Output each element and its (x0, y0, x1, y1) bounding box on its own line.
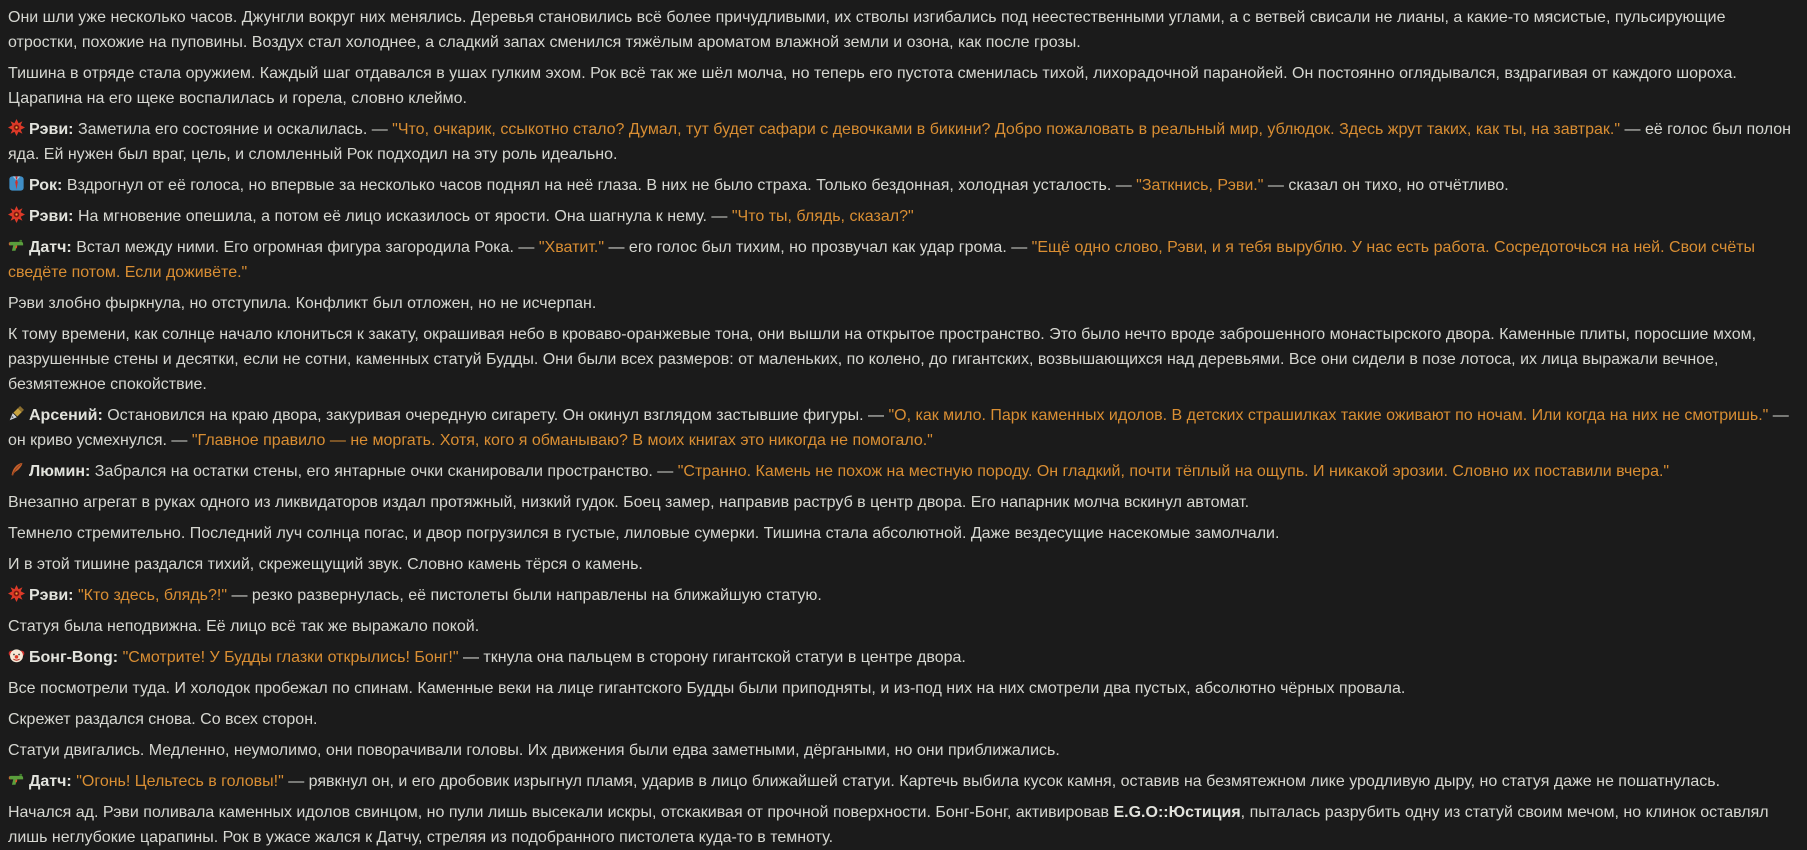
character-paragraph (8, 173, 1793, 198)
narration-paragraph (8, 5, 1793, 55)
dialogue-quote: "Заткнись, Рэви." (1136, 177, 1264, 194)
narration-text: К тому времени, как солнце начало клониться к закату, окрашивая небо в кроваво-оранжевые тона, они вышли на открытое пространство. Это было нечто вроде заброшенного монастырского двора. Каменные плиты, поросшие мхом, разрушенные стены и десятки, если не сотни, каменных статуй Будды. Они были всех размеров: от маленьких, по колено, до гигантских, возвышающихся над деревьями. Все они сидели в позе лотоса, их лица выражали вечное, безмятежное спокойствие. (8, 326, 1757, 393)
narration-text: Внезапно агрегат в руках одного из ликвидаторов издал протяжный, низкий гудок. Боец замер, направив раструб в центр двора. Его напарник молча вскинул автомат. (8, 494, 1250, 511)
dialogue-quote: "Что ты, блядь, сказал?" (731, 208, 914, 225)
speaker-name: Арсений: (29, 407, 108, 424)
character-paragraph (8, 117, 1793, 167)
narration-text: Остановился на краю двора, закуривая очередную сигарету. Он окинул взглядом застывшие фигуры. — (107, 407, 889, 424)
narration-text: — он криво усмехнулся. — (8, 407, 1789, 449)
speaker-name: Бонг-Bong: (29, 649, 123, 666)
narration-text: Вздрогнул от её голоса, но впервые за несколько часов поднял на неё глаза. В них не было страха. Только бездонная, холодная усталость. — (66, 177, 1137, 194)
explosion-icon (8, 206, 26, 223)
narration-paragraph (8, 614, 1793, 639)
narration-text: Все посмотрели туда. И холодок пробежал по спинам. Каменные веки на лице гигантского Будды были приподняты, и из-под них на них смотрели два пустых, абсолютно чёрных провала. (8, 680, 1406, 697)
clown-face-icon (8, 647, 26, 664)
narration-text: Рэви злобно фыркнула, но отступила. Конфликт был отложен, но не исчерпан. (8, 295, 597, 312)
dialogue-quote: "Смотрите! У Будды глазки открылись! Бонг!" (122, 649, 459, 666)
character-paragraph (8, 583, 1793, 608)
character-paragraph (8, 459, 1793, 484)
narration-text: — рявкнул он, и его дробовик изрыгнул пламя, ударив в лицо ближайшей статуи. Картечь выбила кусок камня, оставив на безмятежном лике уродливую дыру, но статуя даже не пошатнулась. (283, 773, 1721, 790)
narration-text: , пыталась разрубить одну из статуй своим мечом, но клинок оставлял лишь неглубокие царапины. Рок в ужасе жался к Датчу, стреляя из подобранного пистолета куда-то в темноту. (8, 804, 1769, 846)
character-paragraph (8, 769, 1793, 794)
character-paragraph (8, 204, 1793, 229)
narration-paragraph (8, 552, 1793, 577)
speaker-name: Датч: (29, 239, 77, 256)
dialogue-quote: "Кто здесь, блядь?!" (77, 587, 228, 604)
narration-paragraph (8, 676, 1793, 701)
fountain-pen-icon (8, 405, 26, 422)
narration-text: Статуя была неподвижна. Её лицо всё так же выражало покой. (8, 618, 480, 635)
narration-text: Темнело стремительно. Последний луч солнца погас, и двор погрузился в густые, лиловые сумерки. Тишина стала абсолютной. Даже вездесущие насекомые замолчали. (8, 525, 1280, 542)
feather-icon (8, 461, 26, 478)
narration-text: Статуи двигались. Медленно, неумолимо, они поворачивали головы. Их движения были едва заметными, дёргаными, но они приближались. (8, 742, 1060, 759)
narration-text: И в этой тишине раздался тихий, скрежещущий звук. Словно камень тёрся о камень. (8, 556, 643, 573)
narration-paragraph (8, 322, 1793, 397)
speaker-name: Рэви: (29, 208, 78, 225)
narration-paragraph (8, 490, 1793, 515)
explosion-icon (8, 119, 26, 136)
necktie-icon (8, 175, 26, 192)
explosion-icon (8, 585, 26, 602)
narration-text: — ткнула она пальцем в сторону гигантской статуи в центре двора. (458, 649, 966, 666)
dialogue-quote: "О, как мило. Парк каменных идолов. В детских страшилках такие оживают по ночам. Или когда на них не смотришь." (888, 407, 1769, 424)
dialogue-quote: "Ещё одно слово, Рэви, и я тебя вырублю. У нас есть работа. Сосредоточься на ней. Свои счёты сведёте потом. Если доживёте." (8, 239, 1756, 281)
narration-text: Встал между ними. Его огромная фигура загородила Рока. — (76, 239, 539, 256)
speaker-name: Датч: (29, 773, 77, 790)
character-paragraph (8, 235, 1793, 285)
narration-text: — резко развернулась, её пистолеты были направлены на ближайшую статую. (227, 587, 822, 604)
narration-paragraph (8, 521, 1793, 546)
narration-paragraph (8, 61, 1793, 111)
speaker-name: Рок: (29, 177, 67, 194)
narration-text: На мгновение опешила, а потом её лицо исказилось от ярости. Она шагнула к нему. — (77, 208, 732, 225)
narration-text: Тишина в отряде стала оружием. Каждый шаг отдавался в ушах гулким эхом. Рок всё так же шёл молча, но теперь его пустота сменилась тихой, лихорадочной паранойей. Он постоянно оглядывался, вздрагивая от каждого шороха. Царапина на его щеке воспалилась и горела, словно клеймо. (8, 65, 1737, 107)
character-paragraph (8, 645, 1793, 670)
water-pistol-icon (8, 771, 26, 788)
narration-paragraph (8, 291, 1793, 316)
speaker-name: Люмин: (29, 463, 95, 480)
dialogue-quote: "Хватит." (538, 239, 605, 256)
speaker-name: Рэви: (29, 587, 78, 604)
narration-text: Начался ад. Рэви поливала каменных идолов свинцом, но пули лишь высекали искры, отскакивая от прочной поверхности. Бонг-Бонг, активировав (8, 804, 1114, 821)
dialogue-quote: "Огонь! Цельтесь в головы!" (76, 773, 284, 790)
narration-text: — сказал он тихо, но отчётливо. (1263, 177, 1509, 194)
narration-text: Забрался на остатки стены, его янтарные очки сканировали пространство. — (94, 463, 678, 480)
narration-text: Скрежет раздался снова. Со всех сторон. (8, 711, 318, 728)
speaker-name: Рэви: (29, 121, 78, 138)
narration-paragraph (8, 800, 1793, 850)
character-paragraph (8, 403, 1793, 453)
narration-text: — её голос был полон яда. Ей нужен был враг, цель, и сломленный Рок подходил на эту роль идеально. (8, 121, 1791, 163)
narration-text: — его голос был тихим, но прозвучал как удар грома. — (604, 239, 1032, 256)
narration-paragraph (8, 738, 1793, 763)
dialogue-quote: "Главное правило — не моргать. Хотя, кого я обманываю? В моих книгах это никогда не помогало." (191, 432, 933, 449)
narration-text: Они шли уже несколько часов. Джунгли вокруг них менялись. Деревья становились всё более причудливыми, их стволы изгибались под неестественными углами, а с ветвей свисали не лианы, а какие-то мясистые, пульсирующие отростки, похожие на пуповины. Воздух стал холоднее, а сладкий запах сменился тяжёлым ароматом влажной земли и озона, как после грозы. (8, 9, 1726, 51)
dialogue-quote: "Что, очкарик, ссыкотно стало? Думал, тут будет сафари с девочками в бикини? Добро пожаловать в реальный мир, ублюдок. Здесь жрут таких, как ты, на завтрак." (392, 121, 1621, 138)
narration-paragraph (8, 707, 1793, 732)
narration-text: Заметила его состояние и оскалилась. — (77, 121, 393, 138)
bold-term: E.G.O::Юстиция (1113, 804, 1241, 821)
dialogue-quote: "Странно. Камень не похож на местную породу. Он гладкий, почти тёплый на ощупь. И никакой эрозии. Словно их поставили вчера." (677, 463, 1670, 480)
water-pistol-icon (8, 237, 26, 254)
